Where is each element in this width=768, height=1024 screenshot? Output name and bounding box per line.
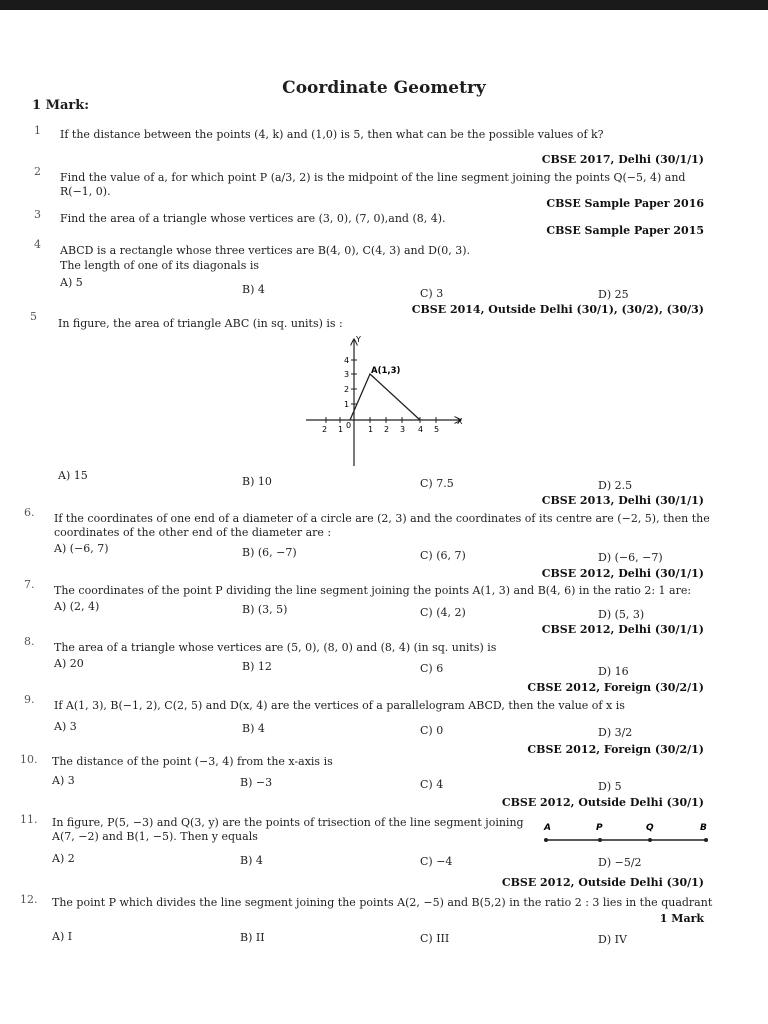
question-text: ABCD is a rectangle whose three vertices are B(4, 0), C(4, 3) and D(0, 3). [60, 244, 471, 257]
option-a: A) I [52, 930, 73, 943]
x-tick-label: 2 [384, 425, 390, 434]
option-c: C) (6, 7) [420, 549, 466, 562]
question-text: If the coordinates of one end of a diameter of a circle are (2, 3) and the coordinates of its centre are (−2, 5), then the [54, 512, 710, 525]
option-a: A) 3 [52, 774, 75, 787]
question-source: CBSE 2012, Delhi (30/1/1) [541, 623, 704, 636]
option-c: C) 3 [420, 287, 444, 300]
option-c: C) −4 [420, 855, 453, 868]
option-d: D) (−6, −7) [598, 551, 663, 564]
option-d: D) (5, 3) [598, 608, 645, 621]
option-c: C) III [420, 932, 450, 945]
y-axis-label: Y [356, 335, 361, 344]
option-b: B) 4 [242, 283, 265, 296]
question-text: The coordinates of the point P dividing the line segment joining the points A(1, 3) and B(4, 6) in the ratio 2: 1 are: [54, 584, 692, 597]
option-c: C) 4 [420, 778, 444, 791]
top-edge-bar [0, 0, 768, 10]
question-text: Find the area of a triangle whose vertices are (3, 0), (7, 0),and (8, 4). [60, 212, 446, 225]
option-d: D) IV [598, 933, 627, 946]
question-source: CBSE 2012, Foreign (30/2/1) [527, 681, 704, 694]
question-text-line2: The length of one of its diagonals is [60, 259, 260, 272]
question-number: 1 [34, 124, 41, 137]
section-label: 1 Mark: [32, 98, 90, 113]
option-c: C) 7.5 [420, 477, 454, 490]
point-label: B [700, 823, 707, 833]
option-a: A) (2, 4) [54, 600, 100, 613]
question-text: If A(1, 3), B(−1, 2), C(2, 5) and D(x, 4) are the vertices of a parallelogram ABCD, then the value of x is [54, 699, 625, 712]
question-source: CBSE 2012, Delhi (30/1/1) [541, 567, 704, 580]
x-tick-label: 2 [322, 425, 328, 434]
triangle-figure [300, 332, 470, 468]
y-tick-label: 4 [344, 356, 350, 365]
x-tick-label: 3 [400, 425, 406, 434]
option-c: C) (4, 2) [420, 606, 466, 619]
question-text: The point P which divides the line segment joining the points A(2, −5) and B(5,2) in the ratio 2 : 3 lies in the quadrant [52, 896, 713, 909]
option-b: B) 12 [242, 660, 272, 673]
point-label: A [544, 823, 551, 833]
question-source: CBSE 2012, Outside Delhi (30/1) [501, 796, 704, 809]
section-mark-label: 1 Mark [659, 912, 704, 925]
option-a: A) 2 [52, 852, 75, 865]
question-text: The area of a triangle whose vertices are (5, 0), (8, 0) and (8, 4) (in sq. units) is [54, 641, 497, 654]
option-a: A) 5 [60, 276, 83, 289]
question-number: 8. [24, 635, 35, 648]
page-title: Coordinate Geometry [282, 78, 486, 98]
option-a: A) 15 [58, 469, 88, 482]
x-tick-label: 5 [434, 425, 440, 434]
question-text-line2: A(7, −2) and B(1, −5). Then y equals [52, 830, 258, 843]
question-number: 4 [34, 238, 41, 251]
y-tick-label: 2 [344, 385, 350, 394]
option-d: D) −5/2 [598, 856, 642, 869]
question-text: The distance of the point (−3, 4) from the x-axis is [52, 755, 333, 768]
option-b: B) 10 [242, 475, 272, 488]
question-source: CBSE 2013, Delhi (30/1/1) [541, 494, 704, 507]
question-source: CBSE Sample Paper 2016 [546, 197, 704, 210]
question-number: 3 [34, 208, 41, 221]
option-b: B) (6, −7) [242, 546, 297, 559]
question-number: 5 [30, 310, 37, 323]
question-number: 2 [34, 165, 41, 178]
vertex-label: A(1,3) [371, 366, 401, 376]
question-number: 6. [24, 506, 35, 519]
question-number: 9. [24, 693, 35, 706]
option-d: D) 16 [598, 665, 629, 678]
option-d: D) 5 [598, 780, 622, 793]
question-text: In figure, the area of triangle ABC (in sq. units) is : [58, 317, 343, 330]
option-a: A) 3 [54, 720, 77, 733]
question-text: If the distance between the points (4, k) and (1,0) is 5, then what can be the possible values of k? [60, 128, 604, 141]
x-tick-label: 1 [338, 425, 344, 434]
triangle-abc [350, 374, 420, 420]
y-tick-label: 3 [344, 370, 350, 379]
question-source: CBSE 2012, Foreign (30/2/1) [527, 743, 704, 756]
option-b: B) (3, 5) [242, 603, 288, 616]
option-c: C) 6 [420, 662, 444, 675]
option-d: D) 25 [598, 288, 629, 301]
option-a: A) (−6, 7) [54, 542, 109, 555]
option-c: C) 0 [420, 724, 444, 737]
question-text: Find the value of a, for which point P (a/3, 2) is the midpoint of the line segment joining the points Q(−5, 4) and R(−1, 0). [60, 171, 686, 198]
question-source: CBSE Sample Paper 2015 [546, 224, 704, 237]
question-source: CBSE 2012, Outside Delhi (30/1) [501, 876, 704, 889]
option-d: D) 2.5 [598, 479, 633, 492]
x-tick-label: 1 [368, 425, 374, 434]
option-d: D) 3/2 [598, 726, 633, 739]
option-b: B) 4 [240, 854, 263, 867]
option-a: A) 20 [54, 657, 84, 670]
option-b: B) 4 [242, 722, 265, 735]
option-b: B) −3 [240, 776, 273, 789]
question-text: In figure, P(5, −3) and Q(3, y) are the points of trisection of the line segment joining [52, 816, 524, 829]
point-label: P [596, 823, 603, 833]
y-tick-label: 1 [344, 400, 350, 409]
question-number: 11. [20, 813, 38, 826]
x-tick-label: 0 [346, 421, 352, 430]
x-tick-label: 4 [418, 425, 424, 434]
x-axis-label: X [457, 417, 463, 426]
question-number: 7. [24, 578, 35, 591]
trisection-figure [540, 818, 720, 848]
question-number: 10. [20, 753, 38, 766]
point-label: Q [646, 823, 654, 833]
option-b: B) II [240, 931, 265, 944]
question-number: 12. [20, 893, 38, 906]
question-source: CBSE 2017, Delhi (30/1/1) [541, 153, 704, 166]
question-text-line2: coordinates of the other end of the diameter are : [54, 526, 332, 539]
question-source: CBSE 2014, Outside Delhi (30/1), (30/2), (30/3) [411, 303, 704, 316]
